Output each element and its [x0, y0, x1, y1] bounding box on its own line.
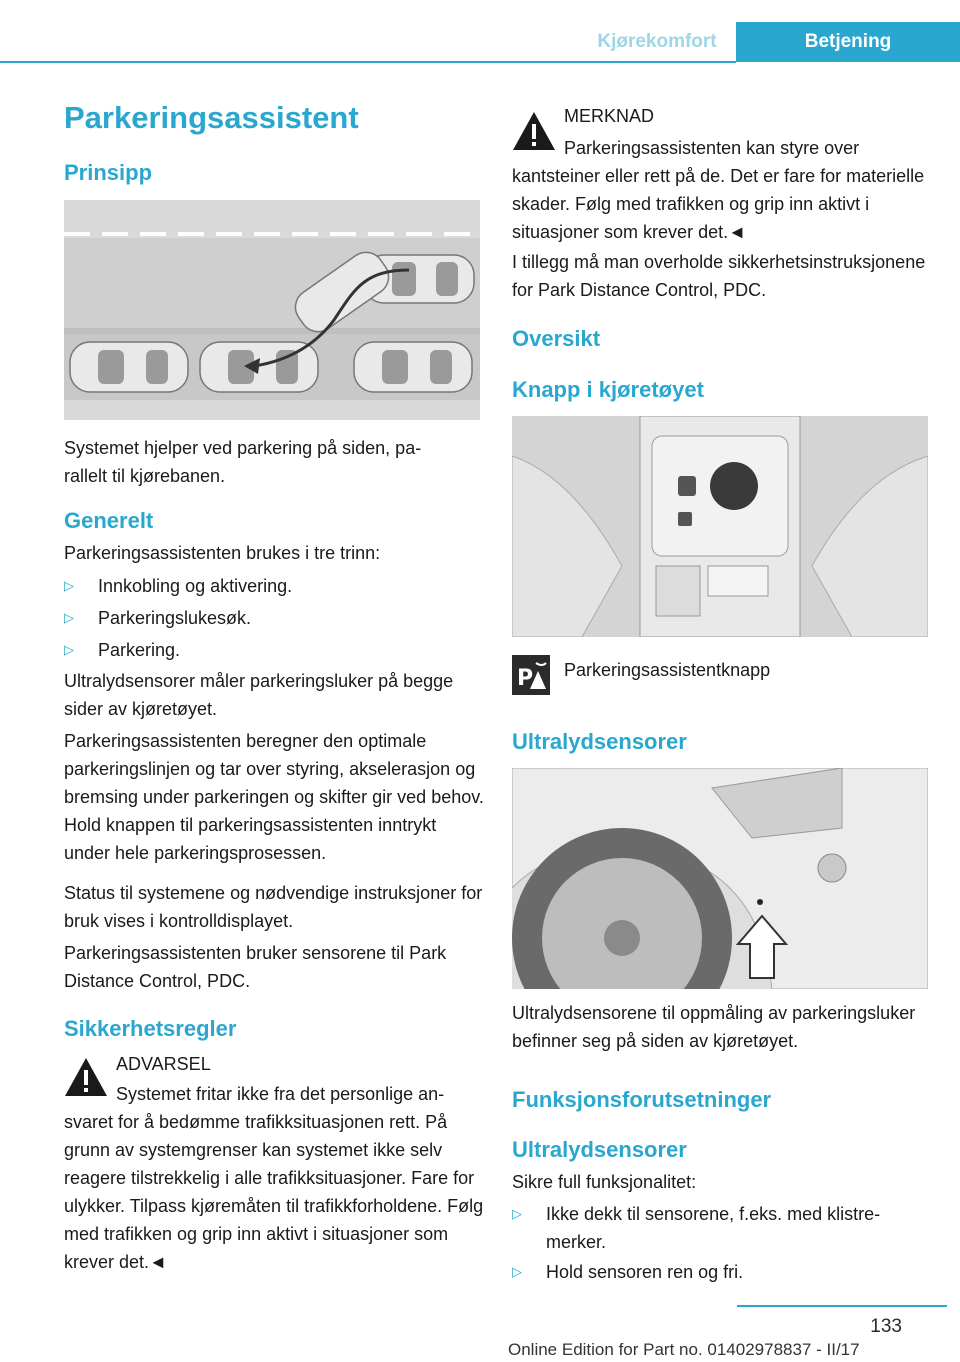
heading-oversikt: Oversikt: [512, 326, 601, 351]
paragraph: Parkeringsassistenten bruker sensorene til Park Distance Control, PDC.: [64, 943, 447, 991]
list-item: ▷ Innkobling og aktivering.: [64, 572, 484, 600]
page-number: 133: [870, 1316, 902, 1337]
heading-sikkerhetsregler: Sikkerhetsregler: [64, 1016, 237, 1041]
intro-text: Sikre full funksjonalitet:: [512, 1172, 697, 1192]
list-item: ▷ Ikke dekk til sensorene, f.eks. med klistremerker.: [512, 1200, 932, 1256]
paragraph: I tillegg må man overholde sikkerhetsinstruksjonene for Park Distance Control, PDC.: [512, 252, 926, 300]
svg-text:P: P: [517, 666, 534, 691]
triangle-bullet-icon: ▷: [64, 578, 74, 593]
console-button-illustration: [512, 416, 928, 637]
button-label: Parkeringsassistentknapp: [564, 660, 771, 680]
intro-text: Parkeringsassistenten brukes i tre trinn:: [64, 543, 381, 563]
warning-text: Systemet fritar ikke fra det personlige ansvaret for å bedømme trafikksituasjonen rett. På grunn av systemgrenser kan systemet ikke selv reagere tilstrekkelig i alle trafikksituasjoner. Fare for ulykker. Tilpass kjøremåten til trafikkforholdene. Følg med trafikken og grip inn aktivt i situasjoner som krever det.◄: [64, 1084, 484, 1272]
footer-rule: [737, 1305, 947, 1307]
paragraph: Status til systemene og nødvendige instruksjoner for bruk vises i kontrolldisplayet.: [64, 883, 483, 931]
parking-principle-illustration: [64, 200, 480, 420]
list-item: ▷ Parkeringslukesøk.: [64, 604, 484, 632]
edition-label: Online Edition for Part no. 01402978837 - II/17: [508, 1340, 860, 1359]
list-item: ▷ Parkering.: [64, 636, 484, 664]
triangle-bullet-icon: ▷: [64, 642, 74, 657]
list-item: ▷ Hold sensoren ren og fri.: [512, 1258, 932, 1286]
park-assist-button-icon: [512, 655, 550, 695]
caption-ultrasonic: Ultralydsensorene til oppmåling av parkeringsluker befinner seg på siden av kjøretøyet.: [512, 1003, 916, 1051]
page-title: Parkeringsassistent: [64, 100, 359, 135]
triangle-bullet-icon: ▷: [512, 1206, 522, 1221]
ultrasonic-sensor-illustration: [512, 768, 928, 989]
header-rule: [0, 61, 736, 63]
triangle-bullet-icon: ▷: [64, 610, 74, 625]
heading-knapp: Knapp i kjøretøyet: [512, 377, 704, 402]
header-tab-betjening[interactable]: Betjening: [736, 22, 960, 62]
note-text: Parkeringsassistenten kan styre over kantsteiner eller rett på de. Det er fare for materielle skader. Følg med trafikken og grip inn aktivt i situasjoner som krever det.◄: [512, 138, 925, 242]
caption-principle: Systemet hjelper ved parkering på siden, pa‐ rallelt til kjørebanen.: [64, 438, 422, 486]
heading-ultralydsensorer: Ultralydsensorer: [512, 729, 687, 754]
note-title: MERKNAD: [564, 106, 655, 126]
header-tab-kjorekomfort[interactable]: Kjørekomfort: [597, 31, 717, 52]
paragraph: Ultralydsensorer måler parkeringsluker på begge sider av kjøretøyet.: [64, 671, 454, 719]
heading-generelt: Generelt: [64, 508, 154, 533]
paragraph: Parkeringsassistenten beregner den optimale parkeringslinjen og tar over styring, akselerasjon og bremsing under parkeringen og skifter gir ved behov. Hold knappen til parkeringsassistenten inntrykt under hele parkeringsprosessen.: [64, 731, 484, 863]
heading-funksjonsforutsetninger: Funksjonsforutsetninger: [512, 1087, 772, 1112]
heading-prinsipp: Prinsipp: [64, 160, 153, 185]
heading-ultralydsensorer-2: Ultralydsensorer: [512, 1137, 687, 1162]
warning-title: ADVARSEL: [116, 1054, 211, 1074]
triangle-bullet-icon: ▷: [512, 1264, 522, 1279]
